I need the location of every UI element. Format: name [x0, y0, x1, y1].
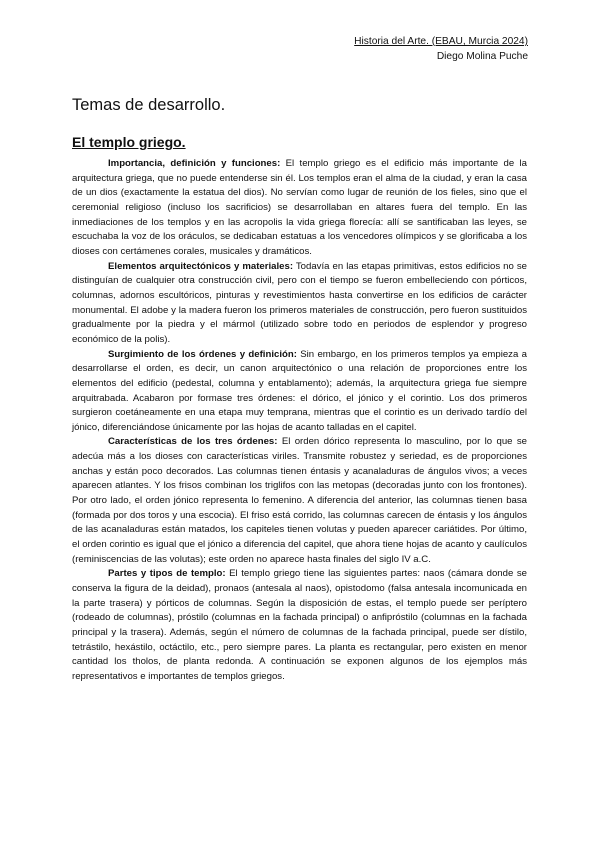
paragraph-text: El orden dórico representa lo masculino, por lo que se adecúa más a los dioses con características viriles. Transmite robustez y seriedad, es de proporciones anchas y están poco decorados. Las columnas tienen éntasis y acanaladuras de ángulos vivos; a veces aparecen atlantes. Y los frisos combinan los triglifos con las metopas (decoradas junto con los frontones). Por otro lado, el orden jónico representa lo femenino. A diferencia del anterior, las columnas tienen basa (formada por dos toros y una escocia). El friso está corrido, las columnas carecen de éntasis y los ángulos de las acanaladuras están matados, los capiteles tienen volutas y pueden aparecer cariátides. Por último, el orden corintio es igual que el jónico a diferencia del capitel, que ahora tiene hojas de acanto y caulículos (reminiscencias de las volutas); este orden no aparece hasta finales del siglo IV a.C. — [72, 436, 527, 565]
paragraph-text: Todavía en las etapas primitivas, estos edificios no se distinguían de cualquier otra construcción civil, pero con el tiempo se fueron embelleciendo con pórticos, columnas, adornos escultóricos, pinturas y revestimientos hasta convertirse en los edificios de carácter monumental. El adobe y la madera fueron los primeros materiales de construcción, pero fueron sustituidos gradualmente por la piedra y el mármol (utilizado sobre todo en periodos de esplendor y progreso económico de la polis). — [72, 260, 527, 345]
paragraph-heading: Surgimiento de los órdenes y definición: — [108, 348, 297, 360]
paragraph-heading: Importancia, definición y funciones: — [108, 158, 281, 169]
paragraph-heading: Características de los tres órdenes: — [108, 436, 278, 448]
paragraph-parts-types — [72, 567, 527, 684]
paragraph-elements — [72, 260, 527, 348]
paragraph-importance — [72, 157, 527, 260]
paragraph-orders-origin — [72, 348, 527, 436]
page-title: Temas de desarrollo. — [72, 96, 226, 114]
paragraph-heading: Elementos arquitectónicos y materiales: — [108, 260, 294, 272]
page-header — [354, 35, 528, 64]
paragraph-text: El templo griego es el edificio más importante de la arquitectura griega, que no puede entenderse sin él. Los templos eran el alma de la ciudad, y eran la casa de un dios (exactamente la estatua del dios). No servían como lugar de reunión de los fieles, sino que el ceremonial religioso (incluso los sacrificios) se desarrollaban en altares fuera del templo. En las inmediaciones de los templos y en las acropolis la vida griega florecía: allí se santificaban las leyes, se escuchaba la voz de los oráculos, se dedicaban estatuas a los vencedores olímpicos y se glorificaba a los dioses con certámenes corales, musicales y dramáticos. — [72, 158, 528, 257]
course-title: Historia del Arte. (EBAU, Murcia 2024) — [354, 36, 528, 47]
paragraph-text: El templo griego tiene las siguientes partes: naos (cámara donde se conserva la figura de la deidad), pronaos (antesala al naos), opistodomo (falsa antesala incomunicada en la parte trasera) y pórticos de columnas. Según la disposición de estas, el templo puede ser períptero (rodeado de columnas), próstilo (columnas en la fachada principal) o anfipróstilo (columnas en la fachada principal y la trasera). Además, según el número de columnas de la fachada principal, puede ser dístilo, tetrástilo, hexástilo, octáctilo, etc., pero siempre pares. La planta es rectangular, pero existen en menor cantidad los tholos, de planta redonda. A continuación se exponen algunos de los ejemplos más representativos e importantes de templos griegos. — [72, 568, 527, 682]
body-text — [72, 157, 527, 685]
paragraph-orders-features — [72, 435, 527, 567]
paragraph-heading: Partes y tipos de templo: — [108, 568, 226, 580]
author-name: Diego Molina Puche — [436, 50, 528, 62]
section-title: El templo griego. — [72, 134, 186, 150]
paragraph-text: Sin embargo, en los primeros templos ya empieza a desarrollarse el orden, es decir, un canon arquitectónico o una relación de proporciones entre los elementos del edificio (pedestal, columna y entablamento); además, la arquitectura griega fue siempre arquitrabada. Acabaron por formase tres órdenes: el dórico, el jónico y el corintio. Los dos primeros surgieron coetáneamente en una etapa muy temprana, mientras que el corintio es un derivado tardío del jónico, diferenciándose únicamente por las hojas de acanto talladas en el capitel. — [72, 348, 527, 433]
